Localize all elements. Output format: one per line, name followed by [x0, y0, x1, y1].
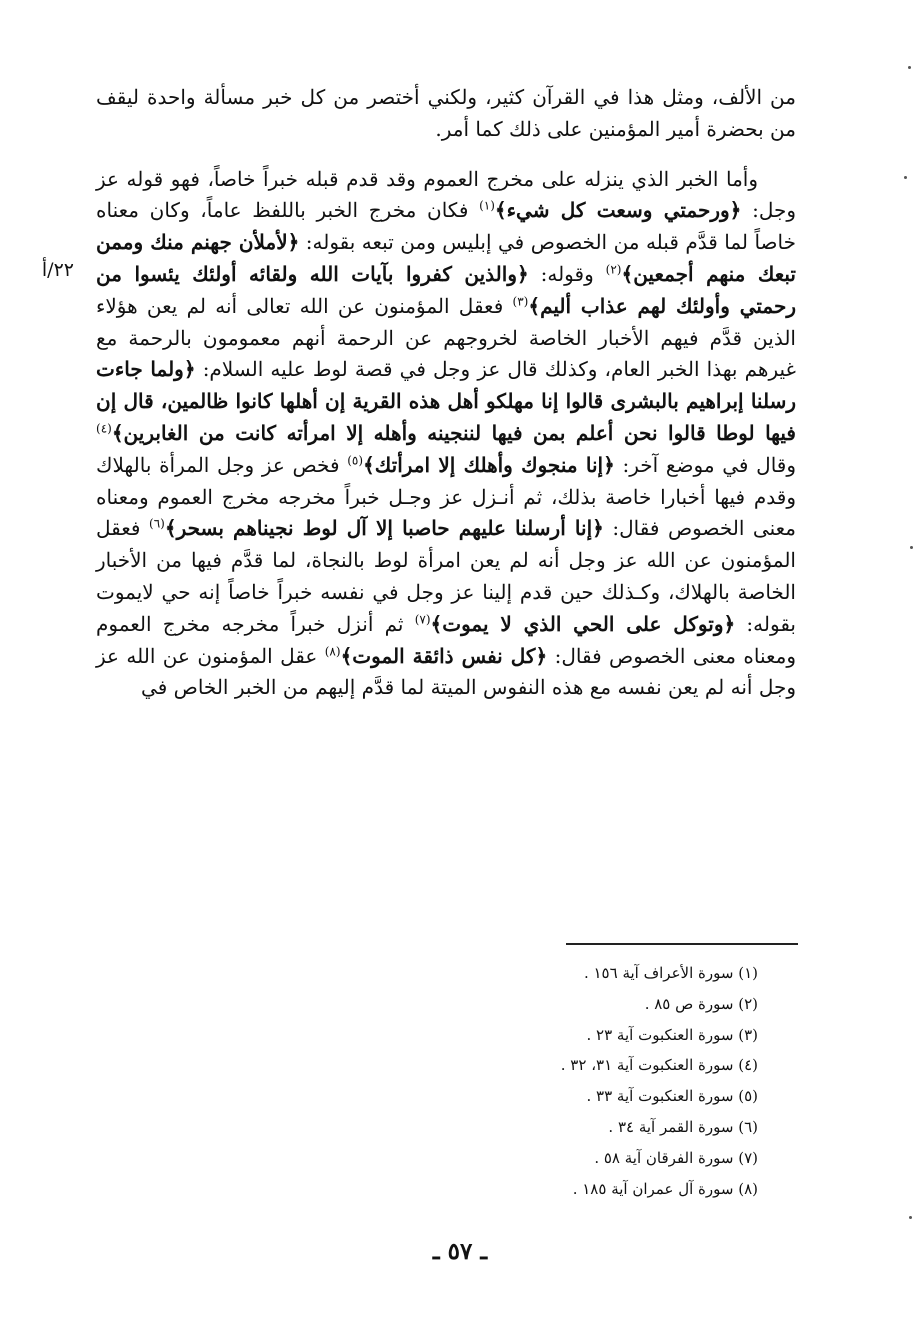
paragraph-2	[96, 164, 796, 705]
text-segment: ثم أنزل خبراً مخرجه مخرج العموم ومعناه معنى الخصوص فقال:	[96, 611, 796, 668]
footnote-reference: (٣)	[512, 294, 529, 309]
quran-verse: ﴿إنا منجوك وأهلك إلا امرأتك﴾	[363, 452, 615, 477]
footnote-item: (٣) سورة العنكبوت آية ٢٣ .	[586, 1025, 758, 1044]
footnote-item: (٧) سورة الفرقان آية ٥٨ .	[594, 1148, 758, 1167]
scan-speck	[908, 66, 911, 69]
footnote-item: (٥) سورة العنكبوت آية ٣٣ .	[586, 1087, 758, 1106]
footnotes-list	[480, 958, 758, 1204]
footnote-item: (٨) سورة آل عمران آية ١٨٥ .	[572, 1179, 758, 1198]
quran-verse: ﴿والذين كفروا بآيات الله ولقائه أولئك يئسوا من رحمتي وأولئك لهم عذاب أليم﴾	[96, 261, 797, 318]
footnote-reference: (١)	[479, 198, 495, 213]
footnote-reference: (٤)	[96, 421, 112, 436]
footnote-reference: (٧)	[414, 612, 431, 627]
quran-verse: ﴿إنا أرسلنا عليهم حاصبا إلا آل لوط نجيناهم بسحر﴾	[164, 516, 604, 541]
text-segment: وقال في موضع آخر:	[614, 452, 797, 477]
text-segment: فعقل المؤمنون عن الله عز وجل أنه لم يعن امرأة لوط بالنجاة، لما قدَّم فيها من الأخبار الخاصة بالهلاك، وكـذلك حين قدم إلينا عز وجل في نفسه خبراً خاصاً إنه حي لايموت بقوله:	[96, 516, 796, 636]
footnote-reference: (٢)	[605, 262, 622, 277]
page-number: ـ ٥٧ ـ	[432, 1238, 488, 1265]
footnote-item: (٦) سورة القمر آية ٣٤ .	[608, 1117, 758, 1136]
manuscript-folio-marker: ٢٢/أ	[41, 259, 74, 281]
main-text	[96, 82, 796, 704]
quran-verse: ﴿وتوكل على الحي الذي لا يموت﴾	[430, 611, 736, 636]
scan-speck	[909, 1216, 912, 1219]
text-segment: وأما الخبر الذي ينزله على مخرج العموم وقد قدم قبله خبراً خاصاً، فهو قوله عز وجل:	[96, 166, 796, 223]
text-segment: فكان مخرج الخبر باللفظ عاماً، وكان معناه خاصاً لما قدَّم قبله من الخصوص في إبليس ومن تبعه بقوله:	[96, 198, 796, 255]
text-segment: عقل المؤمنون عن الله عز وجل أنه لم يعن نفسه مع هذه النفوس الميتة لما قدَّم إليهم من الخبر الخاص في	[96, 643, 796, 700]
footnote-separator	[566, 943, 798, 945]
footnote-reference: (٥)	[347, 453, 364, 468]
scan-speck	[910, 546, 913, 549]
footnote-reference: (٨)	[324, 643, 341, 658]
quran-verse: ﴿لأملأن جهنم منك وممن تبعك منهم أجمعين﴾	[96, 230, 796, 286]
quran-verse: ﴿كل نفس ذائقة الموت﴾	[340, 643, 548, 668]
footnote-item: (٢) سورة ص ٨٥ .	[644, 994, 758, 1013]
quran-verse: ﴿ولما جاءت رسلنا إبراهيم بالبشرى قالوا إنا مهلكو أهل هذه القرية إن أهلها كانوا ظالمين، قال إن فيها لوطا قالوا نحن أعلم بمن فيها لننجينه وأهله إلا امرأته كانت من الغابرين﴾	[96, 357, 796, 445]
footnote-reference: (٦)	[149, 516, 165, 531]
text-segment: وقوله:	[528, 261, 606, 286]
paragraph-1: من الألف، ومثل هذا في القرآن كثير، ولكني أختصر من كل خبر مسألة واحدة ليقف من بحضرة أمير المؤمنين على ذلك كما أمر.	[96, 85, 796, 141]
footnote-item: (١) سورة الأعراف آية ١٥٦ .	[583, 964, 758, 982]
scan-speck	[904, 176, 907, 179]
footnote-item: (٤) سورة العنكبوت آية ٣١، ٣٢ .	[560, 1056, 758, 1075]
text-segment: فعقل المؤمنون عن الله تعالى أنه لم يعن هؤلاء الذين قدَّم فيهم الأخبار الخاصة لخروجهم عن الرحمة أنهم معمومون بالرحمة مع غيرهم بهذا الخبر العام، وكذلك قال عز وجل في قصة لوط عليه السلام:	[96, 293, 796, 382]
quran-verse: ﴿ورحمتي وسعت كل شيء﴾	[494, 198, 742, 223]
text-segment: فخص عز وجل المرأة بالهلاك وقدم فيها أخبارا خاصة بذلك، ثم أنـزل عز وجـل خبراً مخرجه مخرج العموم ومعناه معنى الخصوص فقال:	[96, 452, 796, 541]
